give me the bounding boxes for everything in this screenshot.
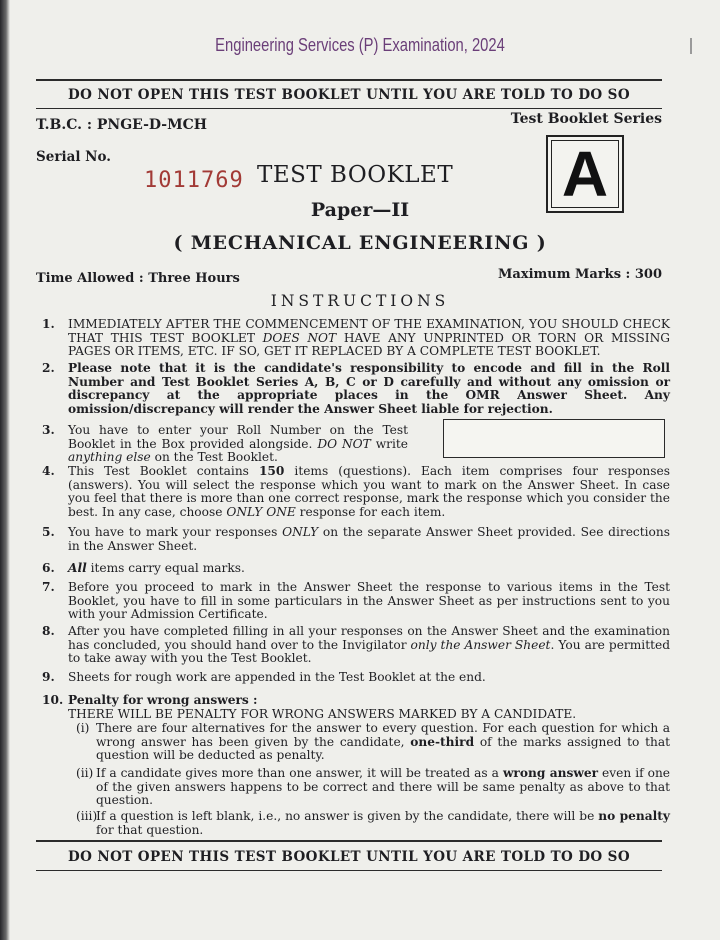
instruction-item: [42, 625, 670, 666]
instruction-body: [68, 424, 408, 465]
instruction-text: ONLY: [282, 525, 319, 539]
instruction-body: [68, 581, 670, 622]
instruction-text: response for each item.: [295, 504, 446, 519]
bottom-rule: [36, 840, 662, 842]
instruction-number: 8.: [42, 624, 55, 638]
instruction-item: [42, 671, 670, 685]
instruction-text: You have to mark your responses: [68, 525, 283, 539]
instruction-text: even if one of the given answers happens to be correct and there will be same penalty as above to that question.: [96, 766, 671, 807]
instruction-body: [68, 694, 670, 721]
instruction-text: Before you proceed to mark in the Answer Sheet the response to various items in the Test Booklet, you have to fill in some particulars in the Answer Sheet as per instructions sent to you with your Admission Certificate.: [68, 580, 670, 621]
serial-label: Serial No.: [36, 149, 111, 165]
instruction-text: ONLY ONE: [226, 504, 296, 519]
instruction-body: [68, 318, 670, 359]
instruction-body: [68, 625, 670, 666]
instruction-body: [68, 671, 670, 685]
bottom-rule-2: [36, 870, 662, 871]
instruction-text: no penalty: [598, 809, 670, 823]
penalty-body: [96, 810, 670, 837]
instruction-text: DO NOT: [317, 436, 371, 451]
scan-edge: [0, 0, 10, 940]
instruction-body: [68, 465, 670, 519]
instruction-text: 150: [258, 464, 285, 478]
instruction-text: only the Answer Sheet: [410, 637, 551, 652]
instruction-text: items (questions). Each item comprises four responses (answers). You will select the response which you want to mark on the Answer Sheet. In case you feel that there is more than one correct response, mark the response which you consider the best. In any case, choose: [68, 464, 670, 519]
tbc-code: T.B.C. : PNGE-D-MCH: [36, 117, 207, 133]
instruction-text: After you have completed filling in all your responses on the Answer Sheet and the examination has concluded, you should hand over to the Invigilator: [68, 624, 670, 652]
instruction-body: [68, 562, 670, 576]
instruction-body: [68, 362, 670, 416]
instruction-item: [42, 694, 670, 721]
instruction-item: [42, 581, 670, 622]
instruction-text: DOES NOT: [262, 330, 337, 345]
instruction-item: [42, 562, 670, 576]
top-warning: DO NOT OPEN THIS TEST BOOKLET UNTIL YOU ARE TOLD TO DO SO: [68, 87, 630, 103]
instruction-text: Penalty for wrong answers :: [68, 693, 258, 707]
instruction-item: [42, 526, 670, 553]
instruction-item: [42, 318, 670, 359]
roll-number-box[interactable]: [443, 419, 665, 458]
penalty-number: (ii): [76, 766, 94, 780]
instruction-text: for that question.: [96, 822, 204, 837]
penalty-number: (iii): [76, 809, 98, 823]
instruction-body: [68, 526, 670, 553]
series-label: Test Booklet Series: [510, 111, 662, 127]
instruction-text: items carry equal marks.: [86, 561, 245, 575]
instruction-number: 3.: [42, 423, 55, 437]
instruction-item: [42, 465, 670, 519]
top-rule-2: [36, 108, 662, 109]
bottom-warning: DO NOT OPEN THIS TEST BOOKLET UNTIL YOU ARE TOLD TO DO SO: [68, 849, 630, 865]
instruction-text: If a candidate gives more than one answer, it will be treated as a: [96, 766, 503, 780]
instruction-item: [42, 424, 408, 465]
instruction-number: 6.: [42, 561, 55, 575]
top-rule: [36, 79, 662, 81]
instruction-text: wrong answer: [502, 766, 599, 780]
instruction-text: Sheets for rough work are appended in the Test Booklet at the end.: [68, 670, 486, 684]
instruction-text: on the separate Answer Sheet provided. See directions in the Answer Sheet.: [68, 525, 670, 553]
instruction-text: You have to enter your Roll Number on the Test Booklet in the Box provided alongside.: [68, 423, 408, 451]
instruction-text: anything else: [68, 450, 151, 464]
time-allowed: Time Allowed : Three Hours: [36, 271, 240, 286]
paper-title: Paper—II: [310, 199, 410, 221]
instruction-number: 1.: [42, 317, 55, 331]
instruction-text: one-third: [410, 734, 475, 749]
instruction-text: write: [370, 436, 409, 451]
penalty-item: [76, 767, 670, 808]
instruction-text: on the Test Booklet.: [150, 450, 278, 464]
instruction-text: All: [68, 561, 87, 575]
penalty-number: (i): [76, 721, 90, 735]
penalty-item: [76, 810, 670, 837]
instruction-text: THERE WILL BE PENALTY FOR WRONG ANSWERS MARKED BY A CANDIDATE.: [68, 706, 577, 721]
instruction-number: 10.: [42, 693, 64, 707]
instruction-text: This Test Booklet contains: [68, 464, 259, 478]
series-letter: A: [551, 140, 619, 208]
exam-name: Engineering Services (P) Examination, 2024: [215, 35, 505, 55]
penalty-item: [76, 722, 670, 763]
scan-mark: [690, 38, 692, 54]
instruction-text: There are four alternatives for the answer to every question. For each question for which a wrong answer has been given by the candidate,: [96, 721, 670, 749]
penalty-body: [96, 722, 670, 763]
instruction-text: Please note that it is the candidate's responsibility to encode and fill in the Roll Number and Test Booklet Series A, B, C or D carefully and without any omission or discrepancy at the appropriate places in the OMR Answer Sheet. Any omission/discrepancy will render the Answer Sheet liable for rejection.: [68, 361, 670, 416]
instruction-text: IMMEDIATELY AFTER THE COMMENCEMENT OF THE EXAMINATION, YOU SHOULD CHECK THAT THIS TEST BOOKLET: [68, 317, 670, 345]
instruction-text: HAVE ANY UNPRINTED OR TORN OR MISSING PAGES OR ITEMS, ETC. IF SO, GET IT REPLACED BY A COMPLETE TEST BOOKLET.: [68, 330, 670, 358]
instruction-text: . You are permitted to take away with you the Test Booklet.: [68, 637, 671, 665]
subject-title: ( MECHANICAL ENGINEERING ): [173, 232, 547, 254]
penalty-body: [96, 767, 670, 808]
instruction-number: 9.: [42, 670, 55, 684]
instruction-number: 4.: [42, 464, 55, 478]
instruction-item: [42, 362, 670, 416]
instruction-number: 7.: [42, 580, 55, 594]
instruction-text: If a question is left blank, i.e., no answer is given by the candidate, there will be: [96, 809, 599, 823]
instructions-title: INSTRUCTIONS: [270, 292, 450, 310]
serial-number: 1011769: [144, 168, 244, 193]
instruction-number: 5.: [42, 525, 55, 539]
instruction-text: of the marks assigned to that question will be deducted as penalty.: [96, 734, 670, 762]
instruction-number: 2.: [42, 361, 55, 375]
max-marks: Maximum Marks : 300: [498, 267, 662, 282]
booklet-title: TEST BOOKLET: [257, 162, 454, 188]
